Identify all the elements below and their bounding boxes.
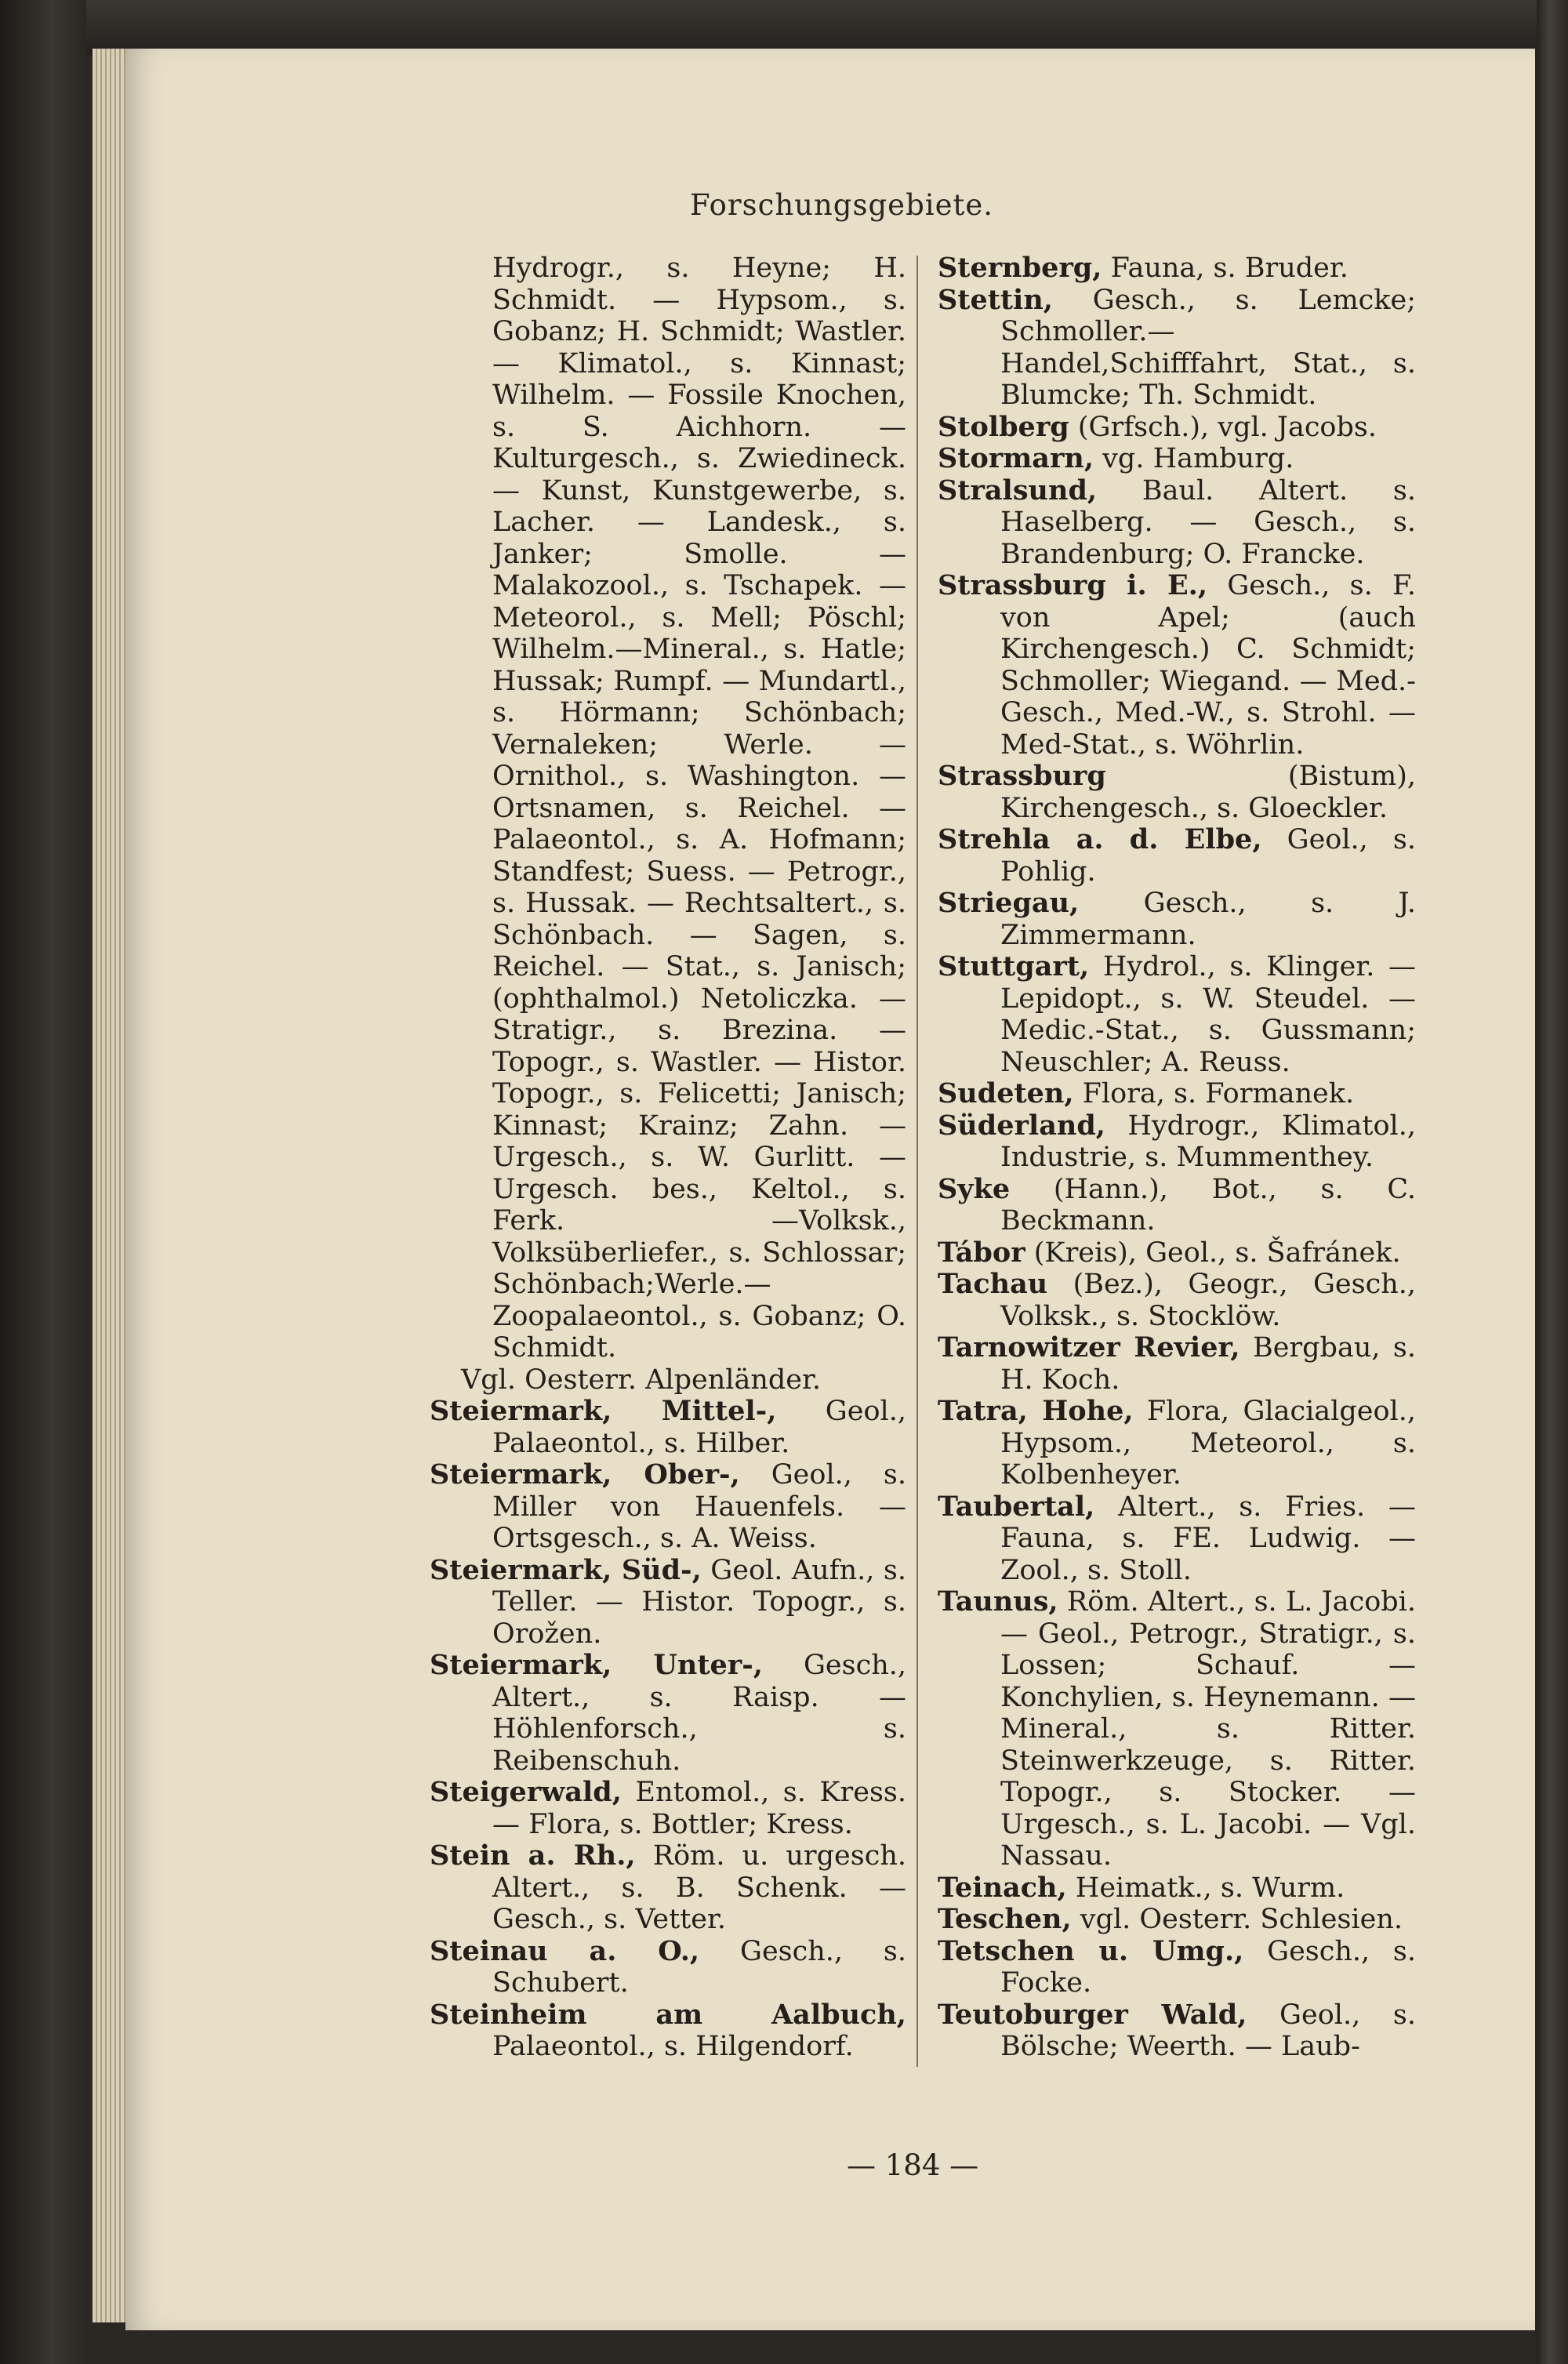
index-entry xyxy=(938,1174,1416,1237)
column-divider xyxy=(916,256,918,2067)
entry-headword: Tarnowitzer Revier, xyxy=(938,1331,1240,1364)
entry-text: Geol., s. Bölsche; Weerth. — Laub- xyxy=(1000,1999,1416,2062)
index-entry xyxy=(430,1936,906,1999)
entry-headword: Strehla a. d. Elbe, xyxy=(938,823,1262,855)
running-head: Forschungsgebiete. xyxy=(690,188,994,222)
index-entry xyxy=(938,1269,1416,1332)
entry-headword: Teutoburger Wald, xyxy=(938,1998,1247,2031)
index-entry xyxy=(938,1110,1416,1174)
entry-headword: Steinheim am Aalbuch, xyxy=(430,1998,906,2031)
entry-text: Röm. Altert., s. L. Jacobi. — Geol., Petrogr., Stratigr., s. Lossen; Schauf. — Konchylien, s. Heynemann. — Mineral., s. Ritter. Steinwerkzeuge, s. Ritter. Topogr., s. Stocker. — Urgesch., s. L. Jacobi. — Vgl. Nassau. xyxy=(1000,1586,1416,1872)
index-entry xyxy=(938,412,1416,444)
entry-text: Geol., Palaeontol., s. Hilber. xyxy=(492,1396,906,1459)
entry-headword: Stuttgart, xyxy=(938,950,1090,982)
index-entry xyxy=(938,1237,1416,1269)
entry-text: Gesch., s. Lemcke; Schmoller.—Handel,Schifffahrt, Stat., s. Blumcke; Th. Schmidt. xyxy=(1000,284,1416,411)
entry-headword: Teschen, xyxy=(938,1903,1072,1935)
entry-headword: Steiermark, Mittel-, xyxy=(430,1395,777,1427)
entry-headword: Strassburg i. E., xyxy=(938,569,1208,601)
index-entry xyxy=(430,1459,906,1555)
entry-headword: Steinau a. O., xyxy=(430,1934,700,1967)
index-entry xyxy=(938,1491,1416,1587)
index-entry xyxy=(938,1872,1416,1905)
entry-text: (Bistum), Kirchengesch., s. Gloeckler. xyxy=(1000,761,1416,824)
entry-text: Röm. u. urgesch. Altert., s. B. Schenk. — Gesch., s. Vetter. xyxy=(492,1840,906,1935)
entry-headword: Steigerwald, xyxy=(430,1776,622,1808)
index-entry xyxy=(430,1650,906,1777)
entry-text: (Bez.), Geogr., Gesch., Volksk., s. Stocklöw. xyxy=(1000,1269,1416,1332)
entry-text: (Hann.), Bot., s. C. Beckmann. xyxy=(1000,1173,1416,1236)
index-entry xyxy=(938,761,1416,824)
entry-headword: Stolberg xyxy=(938,410,1069,443)
entry-headword: Stein a. Rh., xyxy=(430,1839,636,1872)
index-entry xyxy=(938,824,1416,888)
index-entry xyxy=(938,1904,1416,1936)
entry-headword: Süderland, xyxy=(938,1109,1105,1142)
index-entry xyxy=(938,1999,1416,2063)
index-entry xyxy=(938,1396,1416,1491)
index-entry xyxy=(430,1777,906,1840)
entry-text: Palaeontol., s. Hilgendorf. xyxy=(492,2031,854,2062)
entry-text: Gesch., s. J. Zimmermann. xyxy=(1000,888,1416,951)
continuation-entry: Hydrogr., s. Heyne; H. Schmidt. — Hypsom., s. Gobanz; H. Schmidt; Wastler. — Klimatol., s. Kinnast; Wilhelm. — Fossile Knochen, s. S. Aichhorn. — Kulturgesch., s. Zwiedineck. — Kunst, Kunstgewerbe, s. Lacher. — Landesk., s. Janker; Smolle. — Malakozool., s. Tschapek. — Meteorol., s. Mell; Pöschl; Wilhelm.—Mineral., s. Hatle; Hussak; Rumpf. — Mundartl., s. Hörmann; Schönbach; Vernaleken; Werle. — Ornithol., s. Washington. — Ortsnamen, s. Reichel. — Palaeontol., s. A. Hofmann; Standfest; Suess. — Petrogr., s. Hussak. — Rechtsaltert., s. Schönbach. — Sagen, s. Reichel. — Stat., s. Janisch; (ophthalmol.) Netoliczka. — Stratigr., s. Brezina. — Topogr., s. Wastler. — Histor. Topogr., s. Felicetti; Janisch; Kinnast; Krainz; Zahn. — Urgesch., s. W. Gurlitt. — Urgesch. bes., Keltol., s. Ferk. —Volksk., Volksüberliefer., s. Schlossar; Schönbach;Werle.—Zoopalaeontol., s. Gobanz; O. Schmidt. xyxy=(492,252,906,1364)
entry-headword: Steiermark, Ober-, xyxy=(430,1458,740,1491)
entry-text: Geol., s. Miller von Hauenfels. — Ortsgesch., s. A. Weiss. xyxy=(492,1459,906,1554)
index-entry xyxy=(938,443,1416,475)
entry-text: Geol., s. Pohlig. xyxy=(1000,824,1416,888)
index-entry xyxy=(938,888,1416,951)
entry-text: Hydrol., s. Klinger. — Lepidopt., s. W. Steudel. — Medic.-Stat., s. Gussmann; Neuschler; A. Reuss. xyxy=(1000,951,1416,1078)
index-entry xyxy=(938,1332,1416,1396)
entry-headword: Tábor xyxy=(938,1236,1025,1269)
index-entry xyxy=(938,285,1416,412)
entry-text: Baul. Altert. s. Haselberg. — Gesch., s. Brandenburg; O. Francke. xyxy=(1000,474,1416,570)
entry-text: Altert., s. Fries. — Fauna, s. FE. Ludwig. — Zool., s. Stoll. xyxy=(1000,1491,1416,1586)
entry-headword: Tetschen u. Umg., xyxy=(938,1934,1244,1967)
right-column xyxy=(938,252,1416,2063)
entry-text: Fauna, s. Bruder. xyxy=(1102,252,1348,284)
book-cover-top xyxy=(86,0,1568,55)
entry-headword: Syke xyxy=(938,1172,1011,1205)
entry-text: vg. Hamburg. xyxy=(1094,443,1294,474)
entry-headword: Sudeten, xyxy=(938,1077,1074,1109)
cross-reference: Vgl. Oesterr. Alpenländer. xyxy=(461,1364,821,1396)
book-spine-left xyxy=(0,0,86,2364)
page-number: — 184 — xyxy=(847,2148,979,2182)
entry-text: Gesch., s. F. von Apel; (auch Kirchengesch.) C. Schmidt; Schmoller; Wiegand. — Med.-Gesch., Med.-W., s. Strohl. — Med-Stat., s. Wöhrlin. xyxy=(1000,570,1417,761)
entry-text: Geol. Aufn., s. Teller. — Histor. Topogr., s. Orožen. xyxy=(492,1554,906,1650)
entry-text: (Kreis), Geol., s. Šafránek. xyxy=(1025,1236,1401,1269)
entry-text: Bergbau, s. H. Koch. xyxy=(1000,1332,1416,1396)
left-column xyxy=(430,252,906,2063)
entry-headword: Teinach, xyxy=(938,1871,1067,1904)
index-entry xyxy=(938,1936,1416,1999)
entry-text: Heimatk., s. Wurm. xyxy=(1066,1872,1345,1904)
index-entry xyxy=(938,1078,1416,1110)
entry-headword: Tachau xyxy=(938,1268,1048,1300)
entry-headword: Steiermark, Süd-, xyxy=(430,1553,702,1586)
entry-headword: Strassburg xyxy=(938,760,1106,792)
entry-headword: Sternberg, xyxy=(938,252,1102,284)
entry-text: Gesch., s. Focke. xyxy=(1000,1935,1416,1999)
index-entry xyxy=(938,475,1416,571)
book-cover-right xyxy=(1537,0,1568,2364)
entry-headword: Taunus, xyxy=(938,1585,1058,1618)
entry-text: Hydrogr., Klimatol., Industrie, s. Mummenthey. xyxy=(1000,1109,1416,1173)
index-entry xyxy=(938,1586,1416,1872)
index-entry xyxy=(430,1555,906,1650)
entry-headword: Stormarn, xyxy=(938,442,1094,474)
entry-headword: Taubertal, xyxy=(938,1490,1095,1523)
entry-headword: Striegau, xyxy=(938,887,1080,919)
index-entry xyxy=(938,570,1416,761)
entry-text: Flora, Glacialgeol., Hypsom., Meteorol., s. Kolbenheyer. xyxy=(1000,1396,1416,1491)
entry-headword: Stettin, xyxy=(938,283,1053,316)
entry-text: vgl. Oesterr. Schlesien. xyxy=(1071,1904,1403,1935)
entry-text: (Grfsch.), vgl. Jacobs. xyxy=(1069,411,1377,443)
entry-headword: Tatra, Hohe, xyxy=(938,1395,1134,1427)
entry-text: Gesch., s. Schubert. xyxy=(492,1935,906,1999)
index-entry xyxy=(430,1840,906,1936)
entry-text: Gesch., Altert., s. Raisp. — Höhlenforsch., s. Reibenschuh. xyxy=(492,1650,907,1777)
index-entry xyxy=(430,1396,906,1459)
entry-headword: Stralsund, xyxy=(938,474,1098,507)
index-entry xyxy=(938,252,1416,285)
entry-text: Entomol., s. Kress. — Flora, s. Bottler; Kress. xyxy=(492,1777,906,1840)
index-entry xyxy=(938,951,1416,1078)
entry-headword: Steiermark, Unter-, xyxy=(430,1649,763,1681)
index-entry xyxy=(430,1999,906,2063)
entry-text: Flora, s. Formanek. xyxy=(1073,1078,1355,1109)
